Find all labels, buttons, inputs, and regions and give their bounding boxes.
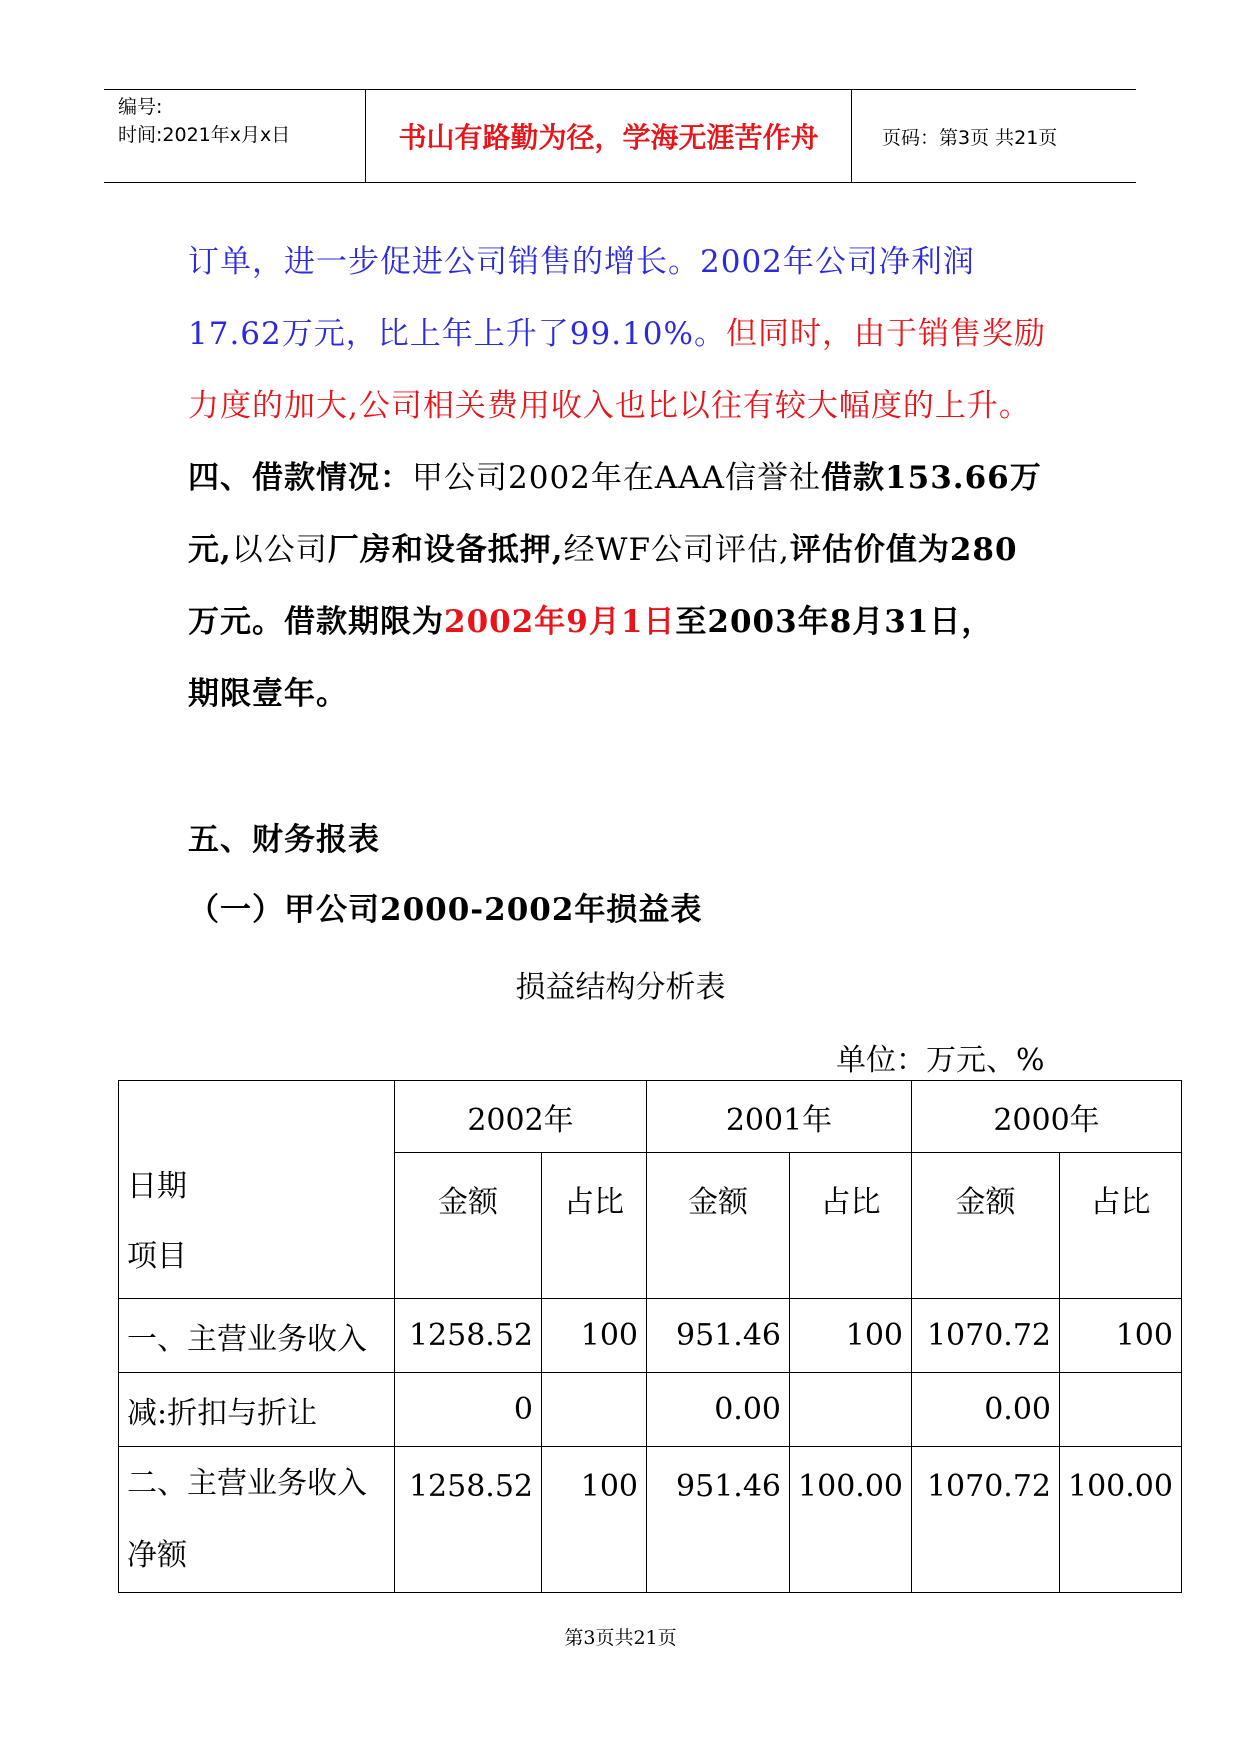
para-line-2-blue: 17.62万元，比上年上升了99.10%。 — [188, 316, 726, 352]
table-unit: 单位：万元、% — [836, 1043, 1045, 1078]
table-corner-cell — [119, 1081, 395, 1299]
cell-amount: 951.46 — [647, 1299, 790, 1373]
loan-valuation: 评估价值为280 — [789, 532, 1018, 568]
loan-text-2a: 元, — [188, 532, 232, 568]
loan-line-3 — [188, 596, 993, 641]
loan-heading: 四、借款情况： — [188, 460, 412, 496]
cell-amount: 1258.52 — [395, 1299, 542, 1373]
cell-ratio: 100.00 — [1060, 1447, 1182, 1593]
page-header — [104, 89, 1136, 183]
cell-amount: 1070.72 — [912, 1447, 1060, 1593]
date-label: 时间:2021年x月x日 — [118, 124, 291, 146]
loan-line-2 — [188, 524, 1018, 569]
loan-term-label: 万元。借款期限为 — [188, 604, 444, 640]
cell-ratio: 100 — [542, 1299, 647, 1373]
page-footer: 第3页共21页 — [564, 1627, 677, 1649]
cell-ratio: 100 — [790, 1299, 912, 1373]
loan-amount: 借款153.66万 — [821, 460, 1042, 496]
year-header: 2002年 — [395, 1081, 647, 1153]
cell-ratio — [542, 1373, 647, 1447]
loan-line-4: 期限壹年。 — [188, 676, 348, 712]
cell-amount: 951.46 — [647, 1447, 790, 1593]
table-row — [119, 1447, 1182, 1593]
loan-text-2b: 以公司 — [231, 532, 328, 568]
table-title: 损益结构分析表 — [515, 970, 726, 1005]
cell-amount: 0.00 — [647, 1373, 790, 1447]
cell-ratio — [790, 1373, 912, 1447]
para-line-3: 力度的加大,公司相关费用收入也比以往有较大幅度的上升。 — [188, 388, 1031, 424]
sub-header: 占比 — [542, 1153, 647, 1299]
number-label: 编号: — [118, 96, 163, 118]
year-header: 2001年 — [647, 1081, 912, 1153]
cell-amount: 1258.52 — [395, 1447, 542, 1593]
row-item: 减:折扣与折让 — [119, 1373, 395, 1447]
table-row — [119, 1299, 1182, 1373]
row-item: 二、主营业务收入净额 — [119, 1447, 395, 1593]
header-motto: 书山有路勤为径，学海无涯苦作舟 — [366, 90, 852, 182]
header-page-label: 页码：第3页 共21页 — [882, 126, 1058, 149]
cell-ratio: 100 — [542, 1447, 647, 1593]
cell-ratio: 100 — [1060, 1299, 1182, 1373]
corner-date-label: 日期 — [127, 1169, 187, 1204]
loan-text-1: 甲公司2002年在AAA信誉社 — [412, 460, 822, 496]
sub-header: 占比 — [1060, 1153, 1182, 1299]
cell-amount: 0.00 — [912, 1373, 1060, 1447]
loan-line-1 — [188, 452, 1042, 497]
para-line-2-red: 但同时，由于销售奖励 — [725, 316, 1046, 352]
row-item: 一、主营业务收入 — [119, 1299, 395, 1373]
sub-header: 金额 — [395, 1153, 542, 1299]
loan-end-date: 至2003年8月31日， — [675, 604, 994, 640]
loan-text-2d: 经WF公司评估, — [563, 532, 790, 568]
loan-collateral: 厂房和设备抵押, — [327, 532, 564, 568]
cell-ratio: 100.00 — [790, 1447, 912, 1593]
sub-header: 占比 — [790, 1153, 912, 1299]
table-header-row — [119, 1081, 1182, 1153]
cell-amount: 0 — [395, 1373, 542, 1447]
para-line-2 — [188, 308, 1046, 353]
subsection-heading: （一）甲公司2000-2002年损益表 — [188, 892, 703, 928]
year-header: 2000年 — [912, 1081, 1182, 1153]
cell-ratio — [1060, 1373, 1182, 1447]
section-heading: 五、财务报表 — [188, 822, 380, 858]
corner-item-label: 项目 — [127, 1239, 187, 1274]
cell-amount: 1070.72 — [912, 1299, 1060, 1373]
sub-header: 金额 — [912, 1153, 1060, 1299]
sub-header: 金额 — [647, 1153, 790, 1299]
loan-start-date: 2002年9月1日 — [444, 604, 676, 640]
header-meta — [104, 90, 366, 182]
table-row — [119, 1373, 1182, 1447]
para-line-1: 订单，进一步促进公司销售的增长。2002年公司净利润 — [188, 244, 975, 280]
income-table — [118, 1080, 1182, 1593]
